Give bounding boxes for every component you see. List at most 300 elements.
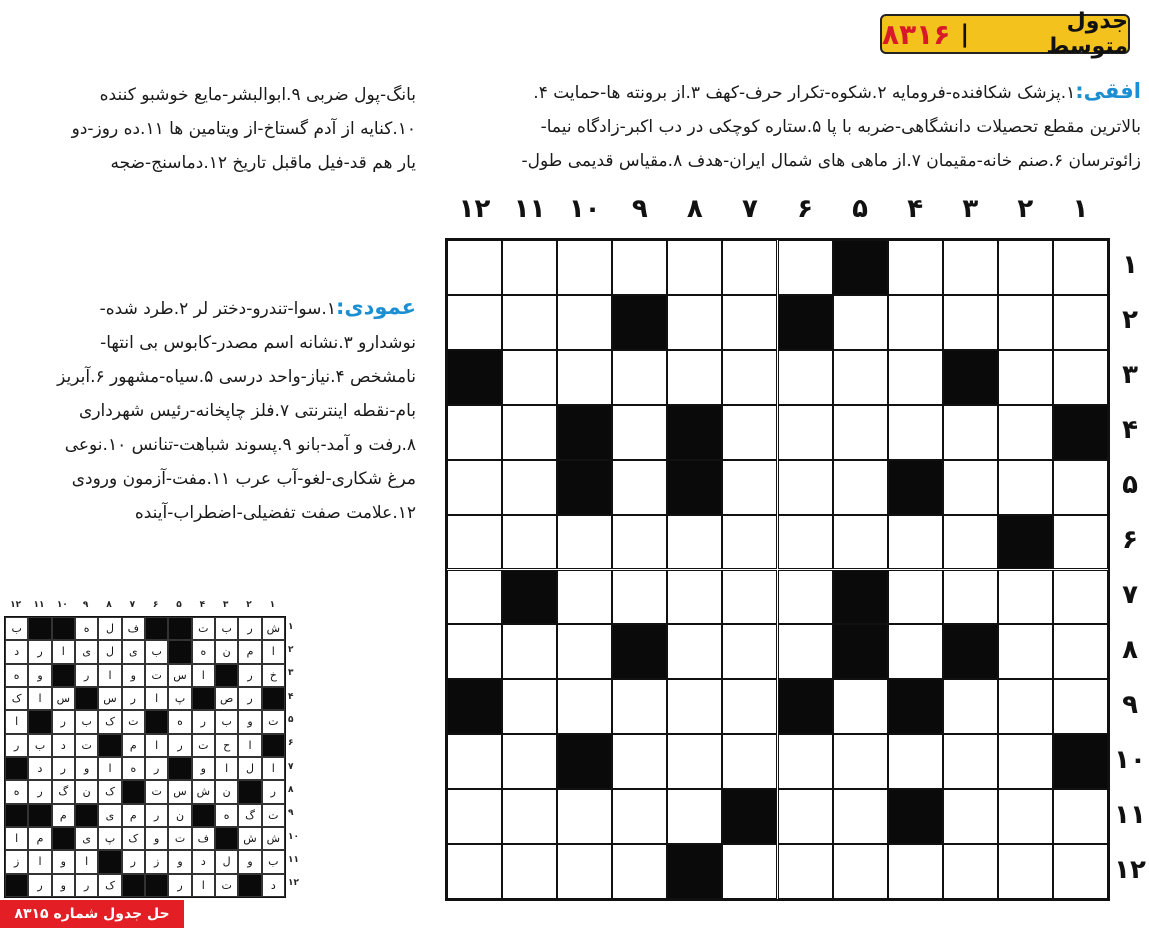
crossword-cell[interactable] [778, 350, 833, 405]
solution-black-cell [98, 734, 121, 757]
crossword-cell[interactable] [833, 405, 888, 460]
crossword-cell[interactable] [612, 460, 667, 515]
crossword-cell[interactable] [667, 350, 722, 405]
solution-cell: ب [5, 617, 28, 640]
solution-black-cell [28, 710, 51, 733]
solution-cell: ر [5, 734, 28, 757]
crossword-cell[interactable] [722, 350, 777, 405]
solution-cell: ی [75, 827, 98, 850]
crossword-cell[interactable] [612, 350, 667, 405]
solution-cell: ر [28, 640, 51, 663]
solution-black-cell [262, 687, 285, 710]
solution-cell: ر [52, 757, 75, 780]
black-cell [447, 350, 502, 405]
black-cell [998, 515, 1053, 570]
solution-cell: پ [98, 827, 121, 850]
solution-column-number: ۴ [199, 600, 206, 610]
vertical-clue-line-2: نوشدارو ۳.نشانه اسم مصدر-کابوس بی انتها- [100, 333, 416, 353]
solution-black-cell [98, 850, 121, 873]
crossword-cell[interactable] [1053, 515, 1108, 570]
solution-black-cell [122, 874, 145, 897]
solution-black-cell [122, 780, 145, 803]
row-number: ۳ [1122, 360, 1138, 391]
black-cell [557, 460, 612, 515]
title-divider: | [960, 20, 970, 48]
column-number: ۱۱ [513, 194, 546, 224]
crossword-cell[interactable] [1053, 240, 1108, 295]
black-cell [502, 570, 557, 625]
black-cell [722, 789, 777, 844]
solution-cell: ر [52, 710, 75, 733]
solution-cell: ت [192, 734, 215, 757]
crossword-cell[interactable] [943, 405, 998, 460]
crossword-cell[interactable] [502, 515, 557, 570]
crossword-cell[interactable] [447, 734, 502, 789]
crossword-cell[interactable] [888, 844, 943, 899]
horizontal-clue-line-4: بانگ-پول ضربی ۹.ابوالبشر-مایع خوشبو کننده [99, 85, 416, 105]
black-cell [943, 350, 998, 405]
crossword-cell[interactable] [888, 624, 943, 679]
crossword-cell[interactable] [667, 679, 722, 734]
solution-cell: و [28, 664, 51, 687]
crossword-cell[interactable] [888, 734, 943, 789]
crossword-cell[interactable] [722, 295, 777, 350]
vertical-clue-line-5: ۸.رفت و آمد-بانو ۹.پسوند شباهت-تنانس ۱۰.نوعی [64, 435, 416, 455]
solution-cell: ت [145, 780, 168, 803]
crossword-cell[interactable] [447, 515, 502, 570]
crossword-cell[interactable] [502, 679, 557, 734]
solution-column-number: ۵ [176, 600, 182, 610]
horizontal-clue-line-5: ۱۰.کنایه از آدم گستاخ-از ویتامین ها ۱۱.ده روز-دو [71, 119, 416, 139]
solution-black-cell [5, 757, 28, 780]
solution-cell: ل [98, 617, 121, 640]
solution-cell: ن [75, 780, 98, 803]
solution-cell: م [238, 640, 261, 663]
crossword-cell[interactable] [612, 515, 667, 570]
crossword-cell[interactable] [502, 295, 557, 350]
crossword-cell[interactable] [1053, 679, 1108, 734]
solution-cell: ش [238, 827, 261, 850]
crossword-cell[interactable] [447, 570, 502, 625]
crossword-cell[interactable] [833, 844, 888, 899]
crossword-cell[interactable] [447, 295, 502, 350]
crossword-cell[interactable] [1053, 295, 1108, 350]
solution-black-cell [238, 874, 261, 897]
row-number: ۱۰ [1114, 744, 1146, 775]
solution-black-cell [52, 617, 75, 640]
solution-cell: ت [262, 710, 285, 733]
crossword-cell[interactable] [557, 679, 612, 734]
puzzle-title-badge [880, 9, 1130, 59]
crossword-cell[interactable] [667, 295, 722, 350]
crossword-cell[interactable] [447, 405, 502, 460]
crossword-cell[interactable] [833, 789, 888, 844]
vertical-clue-line-3: نامشخص ۴.نیاز-واحد درسی ۵.سیاه-مشهور ۶.آبریز [57, 367, 416, 387]
crossword-cell[interactable] [612, 679, 667, 734]
row-number: ۶ [1122, 525, 1138, 556]
row-number: ۵ [1122, 470, 1138, 501]
solution-cell: ب [28, 734, 51, 757]
crossword-cell[interactable] [1053, 789, 1108, 844]
crossword-cell[interactable] [502, 240, 557, 295]
column-number: ۱۲ [458, 194, 491, 224]
solution-cell: ت [262, 804, 285, 827]
crossword-cell[interactable] [833, 460, 888, 515]
black-cell [833, 570, 888, 625]
solution-cell: ا [215, 757, 238, 780]
crossword-cell[interactable] [667, 515, 722, 570]
crossword-cell[interactable] [778, 624, 833, 679]
solution-cell: ر [145, 804, 168, 827]
solution-cell: م [52, 804, 75, 827]
solution-cell: ر [122, 850, 145, 873]
black-cell [447, 679, 502, 734]
solution-black-cell [145, 710, 168, 733]
crossword-cell[interactable] [612, 240, 667, 295]
solution-cell: ه [5, 664, 28, 687]
crossword-cell[interactable] [998, 240, 1053, 295]
horizontal-clue-line-2: بالاترین مقطع تحصیلات دانشگاهی-ضربه با پا ۵.ستاره کوچکی در دب اکبر-زادگاه نیما- [540, 117, 1141, 137]
solution-black-cell [262, 734, 285, 757]
crossword-cell[interactable] [943, 679, 998, 734]
horizontal-clue-line-1 [522, 74, 1141, 110]
crossword-cell[interactable] [557, 350, 612, 405]
solution-cell: ه [215, 804, 238, 827]
solution-cell: ا [262, 757, 285, 780]
solution-cell: ک [98, 780, 121, 803]
row-number: ۸ [1122, 634, 1138, 665]
solution-cell: و [168, 850, 191, 873]
solution-cell: ا [192, 664, 215, 687]
solution-black-cell [28, 804, 51, 827]
solution-cell: ش [262, 827, 285, 850]
crossword-cell[interactable] [557, 295, 612, 350]
solution-cell: و [122, 664, 145, 687]
crossword-cell[interactable] [502, 405, 557, 460]
solution-cell: ر [28, 780, 51, 803]
crossword-cell[interactable] [667, 734, 722, 789]
crossword-cell[interactable] [612, 570, 667, 625]
crossword-cell[interactable] [557, 515, 612, 570]
solution-cell: ف [122, 617, 145, 640]
vertical-heading: عمودی: [335, 295, 416, 319]
crossword-cell[interactable] [612, 789, 667, 844]
crossword-cell[interactable] [778, 240, 833, 295]
solution-column-number: ۱۲ [10, 600, 22, 610]
black-cell [557, 405, 612, 460]
solution-cell: ه [122, 757, 145, 780]
crossword-cell[interactable] [778, 844, 833, 899]
solution-cell: ش [262, 617, 285, 640]
crossword-cell[interactable] [888, 515, 943, 570]
solution-cell: ر [122, 687, 145, 710]
black-cell [778, 295, 833, 350]
solution-cell: ا [5, 827, 28, 850]
crossword-cell[interactable] [557, 570, 612, 625]
crossword-cell[interactable] [667, 240, 722, 295]
solution-black-cell [168, 640, 191, 663]
solution-black-cell [5, 874, 28, 897]
crossword-cell[interactable] [557, 240, 612, 295]
solution-cell: و [238, 850, 261, 873]
crossword-cell[interactable] [998, 789, 1053, 844]
crossword-cell[interactable] [667, 789, 722, 844]
crossword-cell[interactable] [612, 405, 667, 460]
solution-cell: ن [168, 804, 191, 827]
solution-black-cell [28, 617, 51, 640]
vertical-clue-line-1 [57, 290, 416, 326]
crossword-cell[interactable] [778, 789, 833, 844]
crossword-grid [445, 238, 1110, 901]
solution-cell: د [28, 757, 51, 780]
solution-cell: ر [145, 757, 168, 780]
crossword-cell[interactable] [998, 295, 1053, 350]
column-number: ۳ [962, 194, 979, 224]
solution-column-number: ۸ [106, 600, 112, 610]
solution-cell: ا [75, 850, 98, 873]
crossword-cell[interactable] [722, 240, 777, 295]
solution-column-number: ۷ [129, 600, 136, 610]
crossword-cell[interactable] [722, 844, 777, 899]
solution-black-cell [168, 617, 191, 640]
horizontal-clue-line-3: زائوترسان ۶.صنم خانه-مقیمان ۷.از ماهی های شمال ایران-هدف ۸.مقیاس قدیمی طول- [521, 151, 1141, 171]
solution-cell: ف [192, 827, 215, 850]
crossword-cell[interactable] [447, 789, 502, 844]
crossword-cell[interactable] [943, 515, 998, 570]
crossword-cell[interactable] [888, 295, 943, 350]
solution-cell: م [122, 804, 145, 827]
solution-cell: ش [192, 780, 215, 803]
solution-cell: ر [238, 664, 261, 687]
crossword-cell[interactable] [998, 460, 1053, 515]
crossword-cell[interactable] [833, 295, 888, 350]
crossword-cell[interactable] [502, 350, 557, 405]
crossword-cell[interactable] [778, 515, 833, 570]
solution-cell: ن [215, 640, 238, 663]
solution-cell: س [168, 780, 191, 803]
crossword-cell[interactable] [998, 350, 1053, 405]
black-cell [667, 844, 722, 899]
column-number: ۶ [797, 194, 813, 224]
crossword-cell[interactable] [612, 844, 667, 899]
black-cell [943, 624, 998, 679]
row-number: ۷ [1122, 579, 1138, 610]
black-cell [667, 460, 722, 515]
crossword-cell[interactable] [943, 844, 998, 899]
solution-column-number: ۳ [222, 600, 229, 610]
solution-cell: و [75, 757, 98, 780]
column-number: ۱۰ [568, 194, 601, 224]
crossword-cell[interactable] [833, 679, 888, 734]
crossword-cell[interactable] [943, 789, 998, 844]
crossword-cell[interactable] [502, 624, 557, 679]
crossword-cell[interactable] [943, 570, 998, 625]
solution-cell: خ [262, 664, 285, 687]
vertical-clue-line-7: ۱۲.علامت صفت تفضیلی-اضطراب-آینده [134, 503, 416, 523]
horizontal-clues-right [522, 74, 1141, 178]
crossword-cell[interactable] [998, 734, 1053, 789]
solution-cell: د [5, 640, 28, 663]
puzzle-number: ۸۳۱۶ [882, 17, 951, 51]
black-cell [612, 624, 667, 679]
solution-cell: ر [75, 664, 98, 687]
solution-cell: ر [28, 874, 51, 897]
solution-column-number: ۲ [246, 600, 252, 610]
crossword-cell[interactable] [943, 460, 998, 515]
column-number: ۷ [742, 194, 758, 224]
crossword-cell[interactable] [502, 460, 557, 515]
solution-cell: د [192, 850, 215, 873]
solution-cell: ل [238, 757, 261, 780]
crossword-cell[interactable] [722, 624, 777, 679]
solution-cell: ر [262, 780, 285, 803]
column-number: ۱ [1072, 194, 1089, 224]
solution-column-number: ۱۰ [56, 600, 68, 610]
solution-black-cell [192, 804, 215, 827]
solution-cell: و [192, 757, 215, 780]
horizontal-clues-left [72, 78, 416, 180]
crossword-cell[interactable] [888, 570, 943, 625]
crossword-cell[interactable] [447, 240, 502, 295]
row-number: ۲ [1122, 305, 1138, 336]
crossword-cell[interactable] [722, 405, 777, 460]
solution-black-cell [75, 804, 98, 827]
crossword-cell[interactable] [998, 405, 1053, 460]
solution-grid [4, 616, 286, 898]
solution-cell: م [28, 827, 51, 850]
solution-cell: و [238, 710, 261, 733]
solution-black-cell [238, 780, 261, 803]
crossword-cell[interactable] [447, 844, 502, 899]
solution-black-cell [215, 827, 238, 850]
solution-cell: گ [52, 780, 75, 803]
crossword-cell[interactable] [557, 624, 612, 679]
column-number: ۲ [1017, 194, 1034, 224]
black-cell [833, 240, 888, 295]
crossword-cell[interactable] [943, 240, 998, 295]
solution-cell: ا [28, 850, 51, 873]
solution-cell: ب [215, 617, 238, 640]
solution-cell: ا [145, 687, 168, 710]
row-number: ۱۱ [1114, 799, 1146, 830]
crossword-cell[interactable] [502, 789, 557, 844]
black-cell [1053, 734, 1108, 789]
solution-cell: ر [238, 617, 261, 640]
black-cell [1053, 405, 1108, 460]
crossword-cell[interactable] [998, 570, 1053, 625]
solution-cell: ی [122, 640, 145, 663]
solution-column-number: ۱۱ [33, 600, 45, 610]
crossword-cell[interactable] [557, 789, 612, 844]
crossword-cell[interactable] [1053, 350, 1108, 405]
solution-cell: ا [98, 757, 121, 780]
solution-cell: ه [75, 617, 98, 640]
solution-cell: ر [192, 710, 215, 733]
crossword-cell[interactable] [943, 295, 998, 350]
column-number: ۵ [852, 194, 869, 224]
crossword-cell[interactable] [1053, 624, 1108, 679]
black-cell [612, 295, 667, 350]
black-cell [778, 679, 833, 734]
solution-cell: ت [122, 710, 145, 733]
crossword-cell[interactable] [557, 844, 612, 899]
previous-solution: ۱ ۲ ۳ ۴ ۵ ۶ ۷ ۸ ۹ ۱۰ ۱۱ ۱۲ ۱ ۲ ۳ ۴ ۵ ۶ ۷ ۸ ۹ ۱۰ ۱۱ ۱۲ ش ر ب ت ف ل ه ب ا م ن ه ب ی ل ی ا ر د خ ر ا س ت و ا ر و ه ر ص پ ا ر س س ا ک ت و ب ر ه ت ک ب ر ا ا ح ت ر ا م ت د ب ر ا ل ا و ر ه ا و ر د ر ن ش س ت ک ن گ ر ه ت گ ه ن ر م ی م ش ش ف ت و ک پ ی م ا ب و ل د و ز ر ا و ا ز د ت ا ر ک ر و ر [2, 598, 288, 898]
crossword-cell[interactable] [778, 460, 833, 515]
solution-cell: ت [215, 874, 238, 897]
solution-cell: ی [75, 640, 98, 663]
solution-cell: س [52, 687, 75, 710]
solution-cell: ت [145, 664, 168, 687]
crossword-cell[interactable] [1053, 844, 1108, 899]
solution-cell: ح [215, 734, 238, 757]
horizontal-clue-text-1: ۱.پزشک شکافنده-فرومایه ۲.شکوه-تکرار حرف-کهف ۳.از برونته ها-حمایت ۴. [533, 83, 1076, 103]
crossword-cell[interactable] [998, 624, 1053, 679]
solution-cell: ک [5, 687, 28, 710]
crossword-cell[interactable] [778, 405, 833, 460]
crossword-cell[interactable] [612, 734, 667, 789]
black-cell [888, 460, 943, 515]
vertical-clue-line-4: بام-نقطه اینترنتی ۷.فلز چاپخانه-رئیس شهرداری [79, 401, 416, 421]
solution-cell: ت [168, 827, 191, 850]
crossword-cell[interactable] [722, 460, 777, 515]
crossword-cell[interactable] [888, 405, 943, 460]
crossword-cell[interactable] [447, 460, 502, 515]
vertical-clue-text-1: ۱.سوا-تندرو-دختر لر ۲.طرد شده- [99, 299, 336, 319]
black-cell [888, 679, 943, 734]
horizontal-heading: افقی: [1075, 79, 1141, 103]
solution-cell: ا [238, 734, 261, 757]
solution-black-cell [52, 827, 75, 850]
crossword-cell[interactable] [998, 844, 1053, 899]
black-cell [888, 789, 943, 844]
crossword-cell[interactable] [943, 734, 998, 789]
solution-cell: ه [192, 640, 215, 663]
solution-cell: ص [215, 687, 238, 710]
crossword-cell[interactable] [722, 515, 777, 570]
crossword-cell[interactable] [502, 844, 557, 899]
black-cell [667, 405, 722, 460]
solution-cell: ا [262, 640, 285, 663]
crossword-cell[interactable] [722, 679, 777, 734]
crossword-cell[interactable] [722, 570, 777, 625]
crossword-cell[interactable] [778, 570, 833, 625]
column-number: ۹ [631, 194, 648, 224]
crossword-cell[interactable] [667, 570, 722, 625]
crossword-cell[interactable] [888, 240, 943, 295]
crossword-cell[interactable] [833, 350, 888, 405]
crossword-cell[interactable] [1053, 570, 1108, 625]
solution-cell: پ [168, 687, 191, 710]
crossword-cell[interactable] [502, 734, 557, 789]
crossword-cell[interactable] [447, 624, 502, 679]
solution-cell: ب [215, 710, 238, 733]
solution-cell: ر [168, 734, 191, 757]
row-number: ۱۲ [1114, 854, 1146, 885]
solution-cell: و [52, 850, 75, 873]
crossword-cell[interactable] [998, 679, 1053, 734]
crossword-cell[interactable] [778, 734, 833, 789]
solution-cell: ک [98, 874, 121, 897]
crossword-cell[interactable] [833, 515, 888, 570]
crossword-cell[interactable] [833, 734, 888, 789]
crossword-cell[interactable] [888, 350, 943, 405]
crossword-cell[interactable] [1053, 460, 1108, 515]
solution-cell: ی [98, 804, 121, 827]
crossword-cell[interactable] [667, 624, 722, 679]
solution-cell: ز [145, 850, 168, 873]
crossword-cell[interactable] [722, 734, 777, 789]
puzzle-title: جدول متوسط [1046, 9, 1128, 59]
